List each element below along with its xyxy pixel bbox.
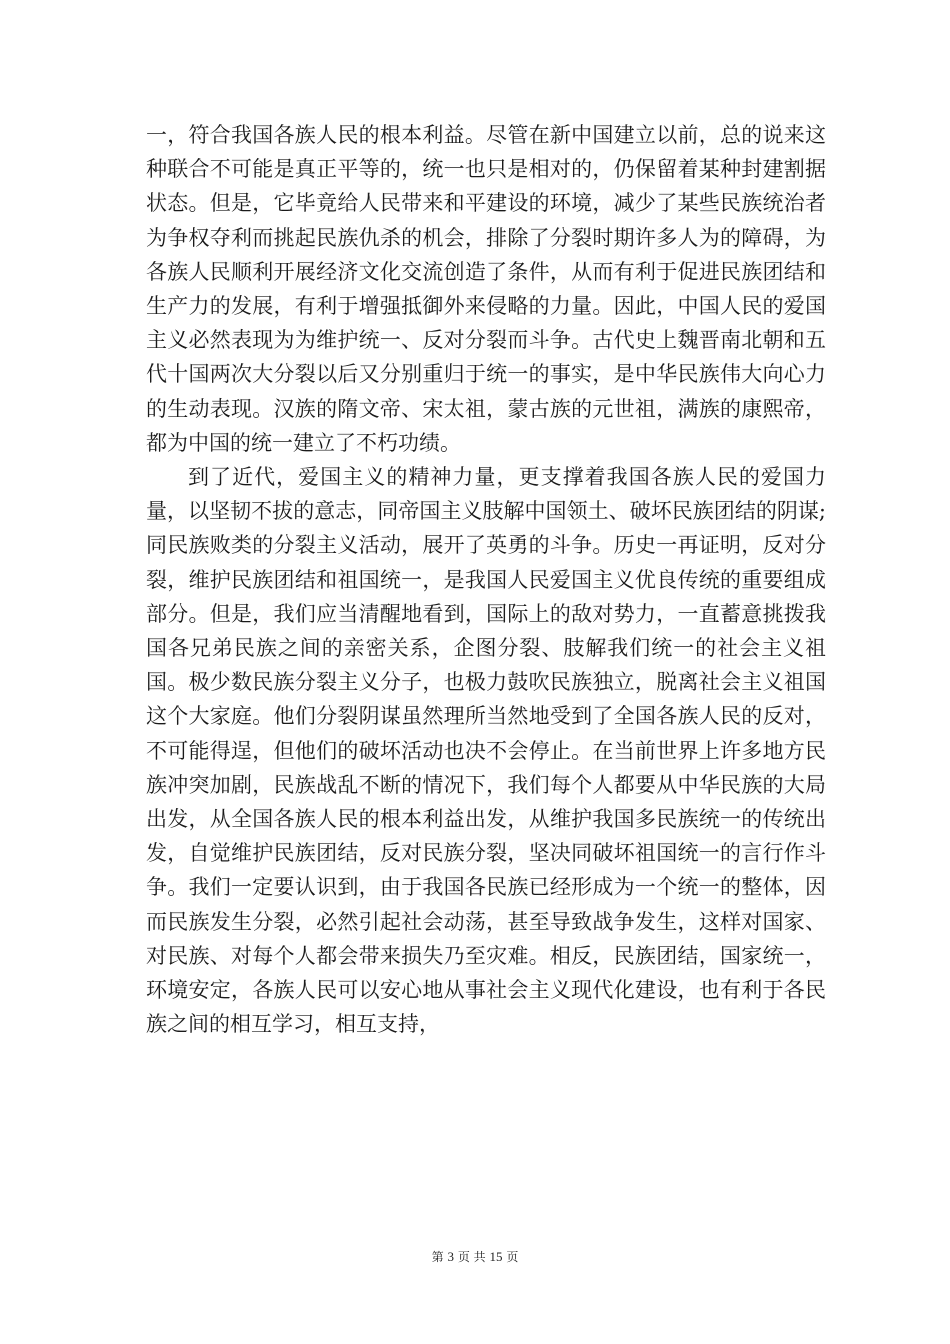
footer-total-pages: 15 bbox=[489, 1249, 503, 1264]
body-text bbox=[146, 118, 826, 1041]
footer-suffix: 页 bbox=[506, 1250, 519, 1264]
footer-current-page: 3 bbox=[447, 1249, 454, 1264]
paragraph-1: 一，符合我国各族人民的根本利益。尽管在新中国建立以前，总的说来这种联合不可能是真正平等的，统一也只是相对的，仍保留着某种封建割据状态。但是，它毕竟给人民带来和平建设的环境，减少了某些民族统治者为争权夺利而挑起民族仇杀的机会，排除了分裂时期许多人为的障碍，为各族人民顺利开展经济文化交流创造了条件，从而有利于促进民族团结和生产力的发展，有利于增强抵御外来侵略的力量。因此，中国人民的爱国主义必然表现为为维护统一、反对分裂而斗争。古代史上魏晋南北朝和五代十国两次大分裂以后又分别重归于统一的事实，是中华民族伟大向心力的生动表现。汉族的隋文帝、宋太祖，蒙古族的元世祖，满族的康熙帝，都为中国的统一建立了不朽功绩。 bbox=[146, 123, 826, 455]
footer-prefix: 第 bbox=[431, 1250, 444, 1264]
page-footer bbox=[0, 1248, 950, 1265]
paragraph-2: 到了近代，爱国主义的精神力量，更支撑着我国各族人民的爱国力量，以坚韧不拔的意志，同帝国主义肢解中国领土、破坏民族团结的阴谋;同民族败类的分裂主义活动，展开了英勇的斗争。历史一再证明，反对分裂，维护民族团结和祖国统一，是我国人民爱国主义优良传统的重要组成部分。但是，我们应当清醒地看到，国际上的敌对势力，一直蓄意挑拨我国各兄弟民族之间的亲密关系，企图分裂、肢解我们统一的社会主义祖国。极少数民族分裂主义分子，也极力鼓吹民族独立，脱离社会主义祖国这个大家庭。他们分裂阴谋虽然理所当然地受到了全国各族人民的反对，不可能得逞，但他们的破坏活动也决不会停止。在当前世界上许多地方民族冲突加剧，民族战乱不断的情况下，我们每个人都要从中华民族的大局出发，从全国各族人民的根本利益出发，从维护我国多民族统一的传统出发，自觉维护民族团结，反对民族分裂，坚决同破坏祖国统一的言行作斗争。我们一定要认识到，由于我国各民族已经形成为一个统一的整体，因而民族发生分裂，必然引起社会动荡，甚至导致战争发生，这样对国家、对民族、对每个人都会带来损失乃至灾难。相反，民族团结，国家统一，环境安定，各族人民可以安心地从事社会主义现代化建设，也有利于各民族之间的相互学习，相互支持， bbox=[146, 465, 826, 1037]
footer-middle: 页 共 bbox=[457, 1250, 486, 1264]
